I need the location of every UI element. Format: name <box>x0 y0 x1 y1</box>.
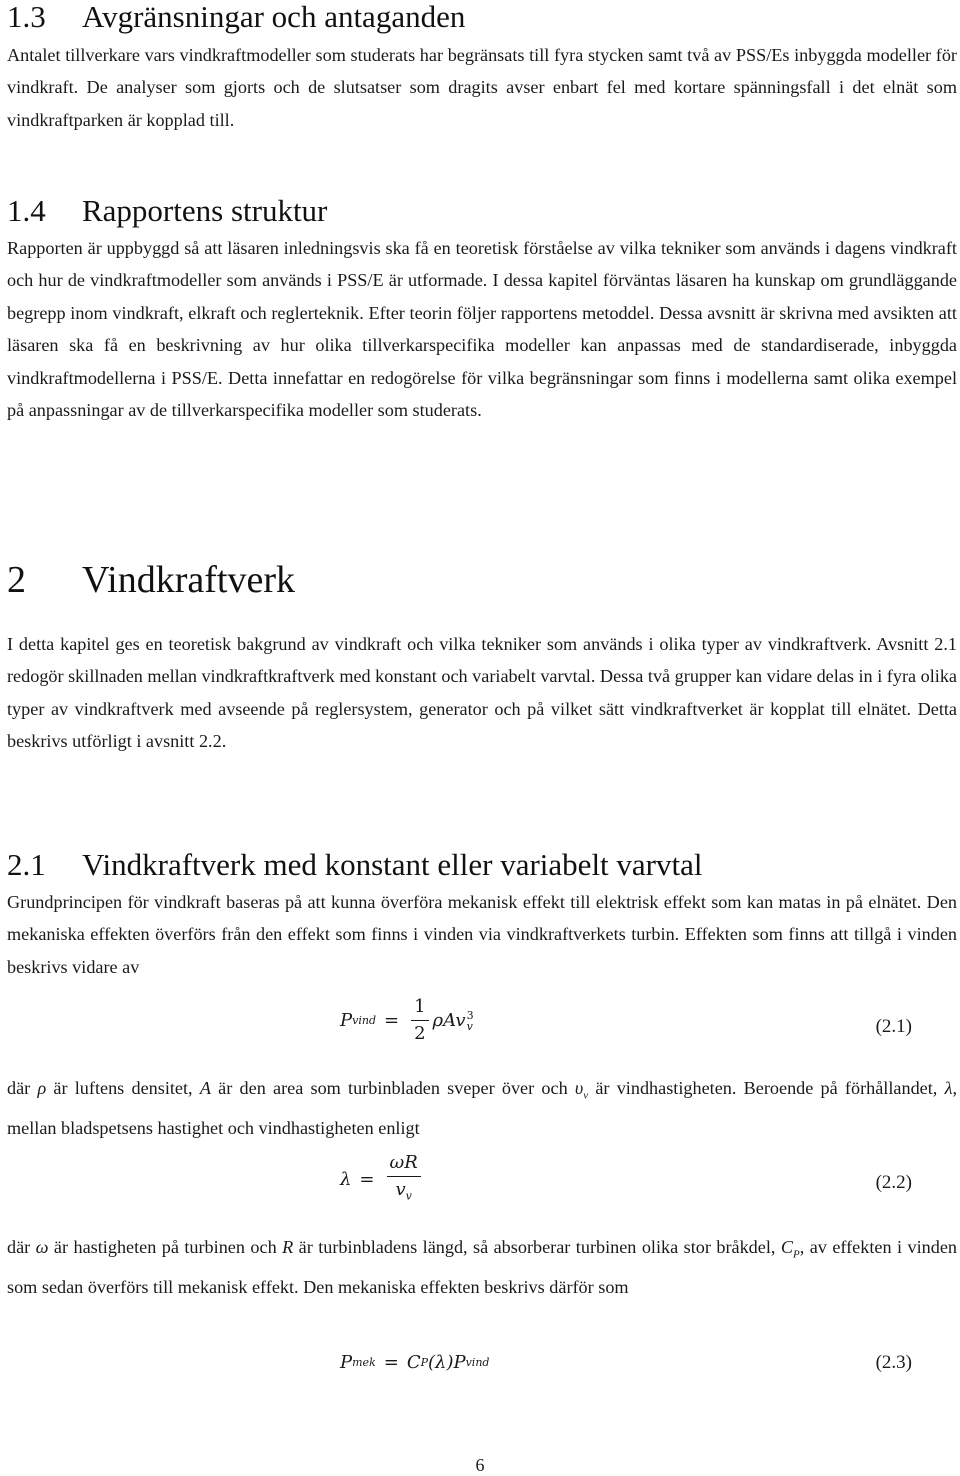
section-title: Avgränsningar och antaganden <box>82 0 466 34</box>
text-run: , av effekten i vinden som sedan överförs till mekanisk effekt. Den mekaniska effekten beskrivs därför som <box>7 1237 957 1298</box>
chapter-heading-2 <box>7 560 295 600</box>
paragraph-2-1-variables <box>7 1072 957 1144</box>
eq-symbol-c: C <box>406 1352 421 1373</box>
symbol-r: R <box>282 1237 294 1257</box>
symbol-omega: ω <box>35 1237 49 1257</box>
section-heading-2-1 <box>7 848 702 882</box>
paragraph-2-1-power-coefficient <box>7 1231 957 1303</box>
eq-subscript: v <box>466 1019 473 1033</box>
text-run: är luftens densitet, <box>46 1078 200 1098</box>
section-number: 2.1 <box>7 847 46 882</box>
text-run: är vindhastigheten. Beroende på förhållandet, <box>588 1078 945 1098</box>
paragraph-1-4: Rapporten är uppbyggd så att läsaren inledningsvis ska få en teoretisk förståelse av vilka tekniker som används i dagens vindkraft och hur de vindkraftmodeller som används i PSS/E är utformade. I dessa kapitel förväntas läsaren ha kunskap om grundläggande begrepp inom vindkraft, elkraft och reglerteknik. Efter teorin följer rapportens metoddel. Dessa avsnitt är skrivna med avsikten att läsaren ska få en beskrivning av hur olika tillverkarspecifika modeller kan anpassas med de standardiserade, inbyggda vindkraftmodellerna i PSS/E. Detta innefattar en redogörelse för vilka begränsningar som finns i modellerna samt olika exempel på anpassningar av de tillverkarspecifika modeller som studerats. <box>7 238 957 421</box>
equation-expression <box>340 1352 489 1373</box>
eq-symbol-v: v <box>395 1179 406 1200</box>
eq-equals: = <box>383 1352 399 1373</box>
section-title: Vindkraftverk med konstant eller variabelt varvtal <box>82 847 703 882</box>
symbol-lambda: λ <box>944 1078 953 1098</box>
symbol-c: C <box>780 1237 794 1257</box>
page-number: 6 <box>475 1455 485 1475</box>
symbol-upsilon: υ <box>574 1078 584 1098</box>
eq-numerator: ωR <box>387 1152 421 1177</box>
eq-subscript: mek <box>352 1356 376 1369</box>
eq-numerator: 1 <box>411 996 428 1021</box>
eq-subscript: vind <box>465 1356 490 1369</box>
eq-symbol-p: P <box>340 1352 353 1373</box>
eq-equals: = <box>383 1010 400 1031</box>
equation-2-2 <box>7 1152 912 1212</box>
paragraph-2-1-intro: Grundprincipen för vindkraft baseras på att kunna överföra mekanisk effekt till elektrisk effekt som kan matas in på elnätet. Den mekaniska effekten överförs från den effekt som finns i vinden via vindkraftverkets turbin. Effekten som finns att tillgå i vinden beskrivs vidare av <box>7 892 957 977</box>
chapter-number: 2 <box>7 559 26 601</box>
symbol-rho: ρ <box>37 1078 47 1098</box>
text-run: är den area som turbinbladen sveper över och <box>210 1078 575 1098</box>
eq-superscript: 3 <box>466 1008 474 1022</box>
paragraph-1-3: Antalet tillverkare vars vindkraftmodeller som studerats har begränsats till fyra stycken samt två av PSS/Es inbyggda modeller för vindkraft. De analyser som gjorts och de slutsatser som dragits avser enbart fel med kortare spänningsfall i det elnät som vindkraftparken är kopplad till. <box>7 45 957 130</box>
section-number: 1.3 <box>7 0 46 34</box>
symbol-subscript: P <box>793 1248 800 1261</box>
eq-fraction <box>411 996 428 1045</box>
eq-symbol-p: P <box>340 1010 353 1031</box>
text-run: är hastigheten på turbinen och <box>48 1237 283 1257</box>
equation-number: (2.3) <box>875 1352 912 1373</box>
section-heading-1-3 <box>7 0 465 34</box>
eq-denominator <box>395 1177 411 1208</box>
equation-number: (2.1) <box>875 1016 912 1037</box>
text-run: , mellan bladspetsens hastighet och vindhastigheten enligt <box>7 1078 958 1139</box>
symbol-a: A <box>199 1078 211 1098</box>
eq-denominator: 2 <box>414 1023 426 1044</box>
paragraph-2: I detta kapitel ges en teoretisk bakgrund av vindkraft och vilka tekniker som används i olika typer av vindkraftverk. Avsnitt 2.1 redogör skillnaden mellan vindkraftkraftverk med konstant och variabelt varvtal. Dessa två grupper kan vidare delas in i fyra olika typer av vindkraftverk med avseende på reglersystem, generator och på vilket sätt vindkraftverket är kopplat till elnätet. Detta beskrivs utförligt i avsnitt 2.2. <box>7 634 957 752</box>
eq-subscript: v <box>405 1189 412 1203</box>
section-heading-1-4 <box>7 194 327 228</box>
eq-symbol-lambda: λ <box>340 1169 352 1191</box>
chapter-title: Vindkraftverk <box>82 559 295 601</box>
text-run: där <box>7 1237 36 1257</box>
eq-equals: = <box>359 1169 375 1191</box>
eq-rhs: ρAv <box>432 1010 466 1031</box>
equation-expression <box>340 996 474 1045</box>
equation-2-3 <box>7 1350 912 1386</box>
eq-fraction <box>387 1152 421 1208</box>
eq-middle: (λ)P <box>428 1352 466 1373</box>
eq-subscript: P <box>420 1356 429 1369</box>
equation-number: (2.2) <box>875 1172 912 1193</box>
eq-subscript: vind <box>352 1014 376 1027</box>
text-run: där <box>7 1078 38 1098</box>
equation-2-1 <box>7 996 912 1056</box>
section-title: Rapportens struktur <box>82 193 328 228</box>
section-number: 1.4 <box>7 193 46 228</box>
text-run: är turbinbladens längd, så absorberar turbinen olika stor bråkdel, <box>293 1237 781 1257</box>
symbol-subscript: v <box>583 1089 589 1102</box>
equation-expression <box>340 1152 425 1208</box>
